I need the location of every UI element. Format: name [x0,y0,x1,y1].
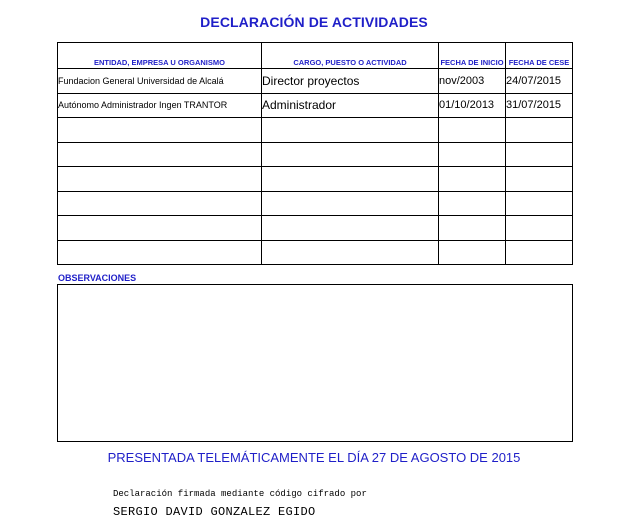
cell-fecha-inicio [439,118,506,143]
cell-cargo [262,167,439,192]
table-row [58,118,573,143]
cell-fecha-inicio: 01/10/2013 [439,93,506,118]
table-row [58,216,573,241]
cell-cargo [262,216,439,241]
header-entidad: ENTIDAD, EMPRESA U ORGANISMO [58,43,262,69]
observaciones-label: OBSERVACIONES [58,273,137,283]
cell-fecha-inicio: nov/2003 [439,69,506,94]
cell-fecha-cese: 24/07/2015 [506,69,573,94]
header-fecha-inicio: FECHA DE INICIO [439,43,506,69]
document-title: DECLARACIÓN DE ACTIVIDADES [200,14,428,30]
cell-cargo [262,191,439,216]
activities-table [57,42,573,265]
cell-fecha-cese: 31/07/2015 [506,93,573,118]
signer-name: SERGIO DAVID GONZALEZ EGIDO [113,505,316,519]
cell-fecha-inicio [439,142,506,167]
signature-note: Declaración firmada mediante código cifrado por [113,489,367,499]
cell-fecha-cese [506,142,573,167]
cell-fecha-inicio [439,167,506,192]
table-row [58,240,573,265]
observaciones-box [57,284,573,442]
cell-fecha-cese [506,216,573,241]
cell-cargo: Administrador [262,93,439,118]
header-cargo: CARGO, PUESTO O ACTIVIDAD [262,43,439,69]
cell-cargo [262,240,439,265]
presented-statement: PRESENTADA TELEMÁTICAMENTE EL DÍA 27 DE AGOSTO DE 2015 [107,450,521,465]
cell-fecha-inicio [439,240,506,265]
table-row [58,69,573,94]
cell-entidad [58,240,262,265]
cell-cargo [262,142,439,167]
table-row [58,167,573,192]
cell-entidad [58,167,262,192]
cell-cargo: Director proyectos [262,69,439,94]
header-fecha-cese: FECHA DE CESE [506,43,573,69]
table-row [58,191,573,216]
cell-entidad [58,191,262,216]
table-row [58,142,573,167]
cell-fecha-cese [506,167,573,192]
cell-fecha-inicio [439,191,506,216]
table-row [58,93,573,118]
cell-entidad [58,142,262,167]
table-header-row [58,43,573,69]
cell-entidad [58,118,262,143]
cell-entidad: Fundacion General Universidad de Alcalá [58,69,262,94]
cell-entidad [58,216,262,241]
cell-entidad: Autónomo Administrador Ingen TRANTOR [58,93,262,118]
cell-cargo [262,118,439,143]
cell-fecha-inicio [439,216,506,241]
cell-fecha-cese [506,240,573,265]
cell-fecha-cese [506,191,573,216]
cell-fecha-cese [506,118,573,143]
